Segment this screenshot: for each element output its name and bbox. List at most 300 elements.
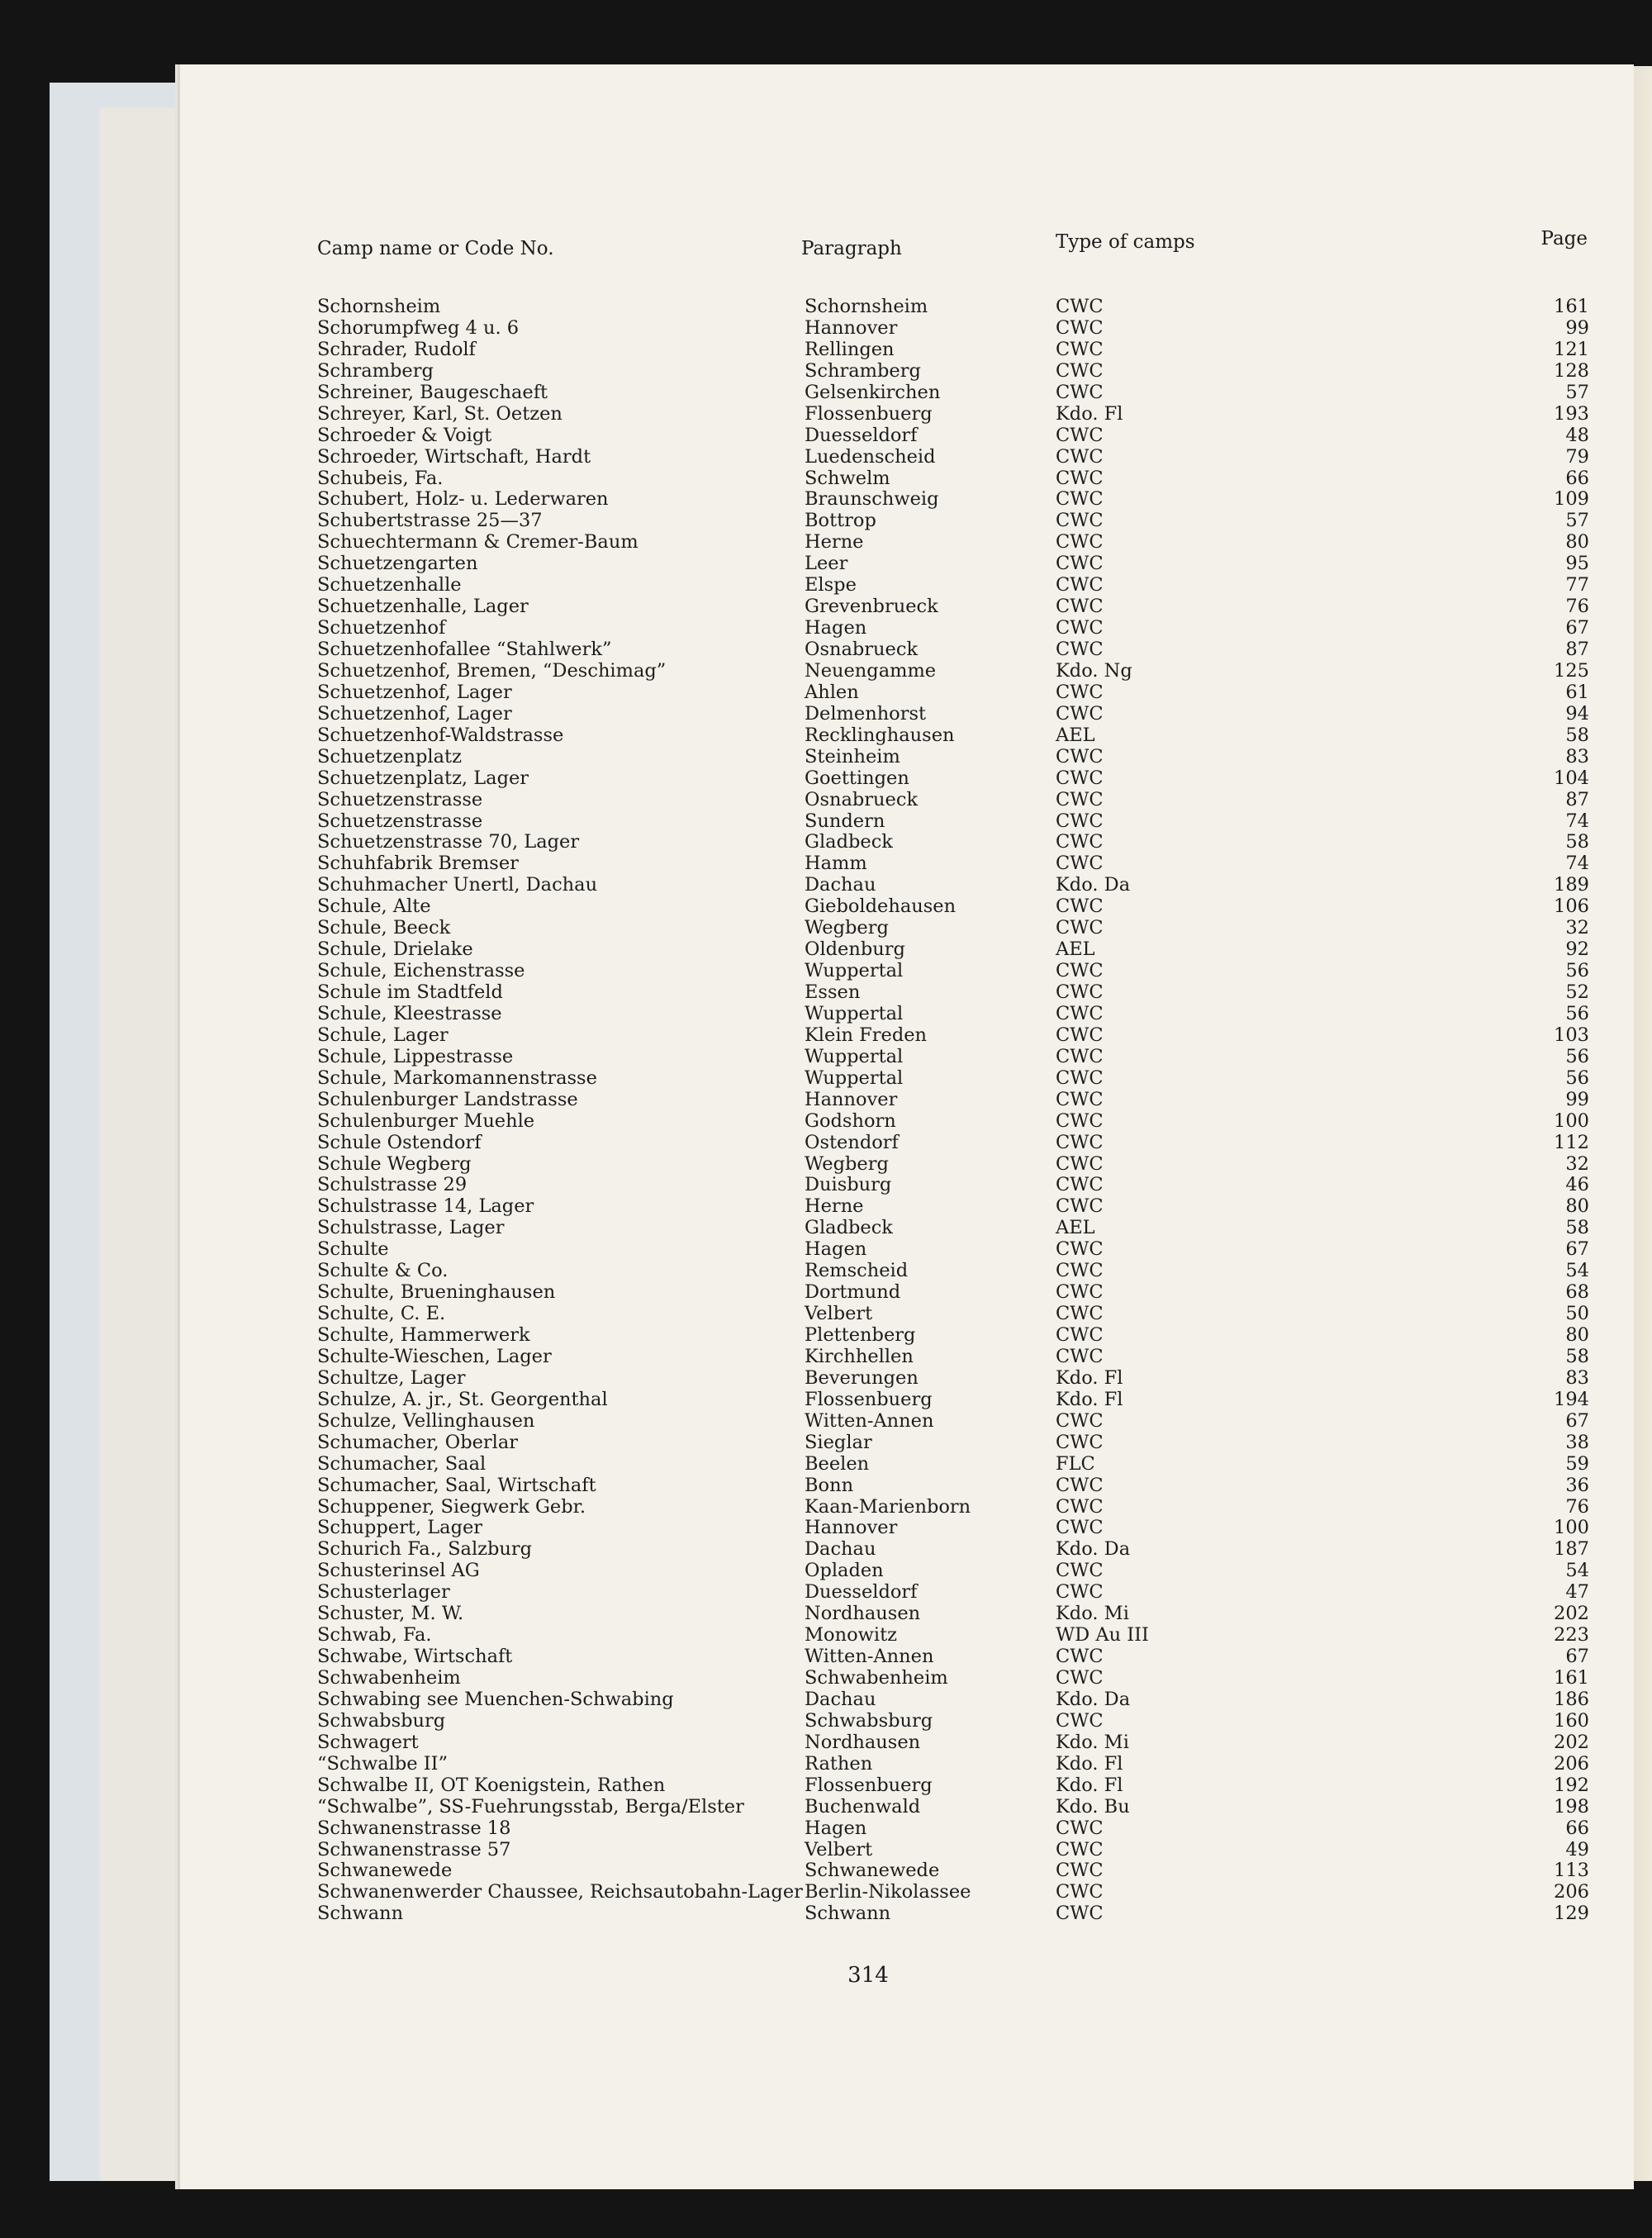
page-cell: 59 (1565, 1452, 1589, 1475)
paragraph-cell: Wuppertal (805, 1002, 904, 1024)
page-cell: 49 (1565, 1838, 1589, 1860)
table-row (180, 789, 1634, 810)
camp-name-cell: Schumacher, Oberlar (317, 1431, 519, 1453)
column-header-page: Page (1540, 228, 1588, 249)
camp-name-cell: Schuetzenhof, Lager (317, 681, 512, 703)
table-row (180, 1667, 1634, 1689)
camp-type-cell: CWC (1056, 853, 1104, 875)
camp-type-cell: CWC (1056, 488, 1104, 511)
paragraph-cell: Luedenscheid (805, 445, 936, 468)
page-cell: 76 (1565, 596, 1589, 618)
paragraph-cell: Rathen (805, 1752, 873, 1775)
camp-name-cell: Schule, Markomannenstrasse (317, 1067, 597, 1089)
camp-index-table (180, 296, 1634, 1924)
paragraph-cell: Kaan-Marienborn (805, 1495, 971, 1518)
paragraph-cell: Herne (805, 531, 864, 554)
table-row (180, 617, 1634, 639)
camp-name-cell: Schule, Kleestrasse (317, 1002, 502, 1024)
camp-type-cell: CWC (1056, 810, 1104, 832)
camp-type-cell: CWC (1056, 1517, 1104, 1539)
paragraph-cell: Hagen (805, 1817, 867, 1839)
camp-name-cell: Schwanenwerder Chaussee, Reichsautobahn-Lager (317, 1881, 803, 1903)
table-row (180, 468, 1634, 489)
page-cell: 99 (1565, 1088, 1589, 1110)
camp-name-cell: Schrader, Rudolf (317, 338, 476, 360)
page-cell: 61 (1565, 681, 1589, 703)
camp-type-cell: CWC (1056, 1195, 1104, 1218)
paragraph-cell: Opladen (805, 1560, 884, 1582)
camp-name-cell: Schulte, C. E. (317, 1303, 446, 1325)
page-cell: 186 (1554, 1688, 1589, 1710)
table-row (180, 660, 1634, 682)
table-row (180, 1046, 1634, 1067)
camp-name-cell: Schubert, Holz- u. Lederwaren (317, 488, 609, 511)
camp-name-cell: Schusterinsel AG (317, 1560, 480, 1582)
page-cell: 121 (1554, 338, 1589, 360)
camp-type-cell: CWC (1056, 1560, 1104, 1582)
camp-type-cell: CWC (1056, 338, 1104, 360)
paragraph-cell: Velbert (805, 1303, 873, 1325)
paragraph-cell: Hagen (805, 1238, 867, 1261)
page-cell: 187 (1554, 1538, 1589, 1561)
paragraph-cell: Beverungen (805, 1366, 919, 1389)
camp-name-cell: Schuppert, Lager (317, 1517, 483, 1539)
page-cell: 80 (1565, 1324, 1589, 1346)
camp-type-cell: CWC (1056, 553, 1104, 575)
page-cell: 67 (1565, 1409, 1589, 1432)
table-row (180, 1689, 1634, 1710)
table-row (180, 1410, 1634, 1432)
camp-name-cell: Schule, Alte (317, 896, 431, 918)
table-row (180, 1624, 1634, 1646)
paragraph-cell: Wuppertal (805, 1067, 904, 1089)
paragraph-cell: Herne (805, 1195, 864, 1218)
page-cell: 77 (1565, 574, 1589, 596)
page-cell: 67 (1565, 1646, 1589, 1668)
paragraph-cell: Witten-Annen (805, 1646, 934, 1668)
page-cell: 66 (1565, 1817, 1589, 1839)
page-footer (180, 1963, 1634, 1988)
page-cell: 202 (1554, 1603, 1589, 1625)
camp-type-cell: CWC (1056, 381, 1104, 403)
camp-name-cell: Schramberg (317, 359, 434, 382)
camp-type-cell: CWC (1056, 1431, 1104, 1453)
table-row (180, 639, 1634, 660)
camp-type-cell: CWC (1056, 702, 1104, 725)
page-cell: 50 (1565, 1303, 1589, 1325)
camp-type-cell: Kdo. Fl (1056, 1774, 1123, 1796)
table-row (180, 810, 1634, 832)
table-row (180, 317, 1634, 339)
table-row (180, 1217, 1634, 1238)
paragraph-cell: Beelen (805, 1452, 870, 1475)
paragraph-cell: Delmenhorst (805, 702, 927, 725)
page-cell: 46 (1565, 1174, 1589, 1196)
camp-type-cell: CWC (1056, 981, 1104, 1003)
camp-type-cell: Kdo. Fl (1056, 402, 1123, 425)
table-row (180, 1517, 1634, 1538)
page-cell: 128 (1554, 359, 1589, 382)
page-cell: 58 (1565, 1345, 1589, 1367)
page-cell: 56 (1565, 1002, 1589, 1024)
page-cell: 206 (1554, 1752, 1589, 1775)
camp-name-cell: Schwalbe II, OT Koenigstein, Rathen (317, 1774, 666, 1796)
table-row (180, 296, 1634, 317)
paragraph-cell: Hannover (805, 316, 898, 339)
camp-name-cell: Schuetzenplatz (317, 745, 462, 767)
paragraph-cell: Hannover (805, 1517, 898, 1539)
paragraph-cell: Hagen (805, 617, 867, 639)
camp-type-cell: CWC (1056, 316, 1104, 339)
camp-name-cell: Schreyer, Karl, St. Oetzen (317, 402, 563, 425)
camp-name-cell: “Schwalbe”, SS-Fuehrungsstab, Berga/Elster (317, 1795, 744, 1817)
page-cell: 56 (1565, 960, 1589, 982)
paragraph-cell: Essen (805, 981, 861, 1003)
table-row (180, 1132, 1634, 1153)
camp-name-cell: Schuetzenstrasse (317, 810, 483, 832)
paragraph-cell: Schwabenheim (805, 1667, 948, 1689)
table-row (180, 981, 1634, 1003)
table-row (180, 1089, 1634, 1110)
page-cell: 47 (1565, 1581, 1589, 1604)
table-row (180, 1817, 1634, 1839)
camp-type-cell: CWC (1056, 596, 1104, 618)
paragraph-cell: Oldenburg (805, 938, 905, 961)
camp-name-cell: Schwab, Fa. (317, 1624, 432, 1646)
table-row (180, 767, 1634, 789)
table-row (180, 960, 1634, 981)
camp-type-cell: CWC (1056, 1088, 1104, 1110)
camp-type-cell: CWC (1056, 1045, 1104, 1067)
table-header (180, 228, 1634, 268)
page-cell: 83 (1565, 1366, 1589, 1389)
camp-type-cell: CWC (1056, 1131, 1104, 1153)
table-row (180, 1003, 1634, 1024)
camp-type-cell: CWC (1056, 831, 1104, 853)
paragraph-cell: Ahlen (805, 681, 859, 703)
table-row (180, 1560, 1634, 1581)
paragraph-cell: Wegberg (805, 1152, 889, 1175)
paragraph-cell: Schwabsburg (805, 1709, 933, 1732)
paragraph-cell: Grevenbrueck (805, 596, 938, 618)
camp-name-cell: Schuhfabrik Bremser (317, 853, 519, 875)
table-row (180, 1881, 1634, 1903)
camp-name-cell: Schulze, A. jr., St. Georgenthal (317, 1388, 608, 1410)
page-cell: 58 (1565, 1217, 1589, 1239)
camp-name-cell: Schule im Stadtfeld (317, 981, 503, 1003)
paragraph-cell: Steinheim (805, 745, 900, 767)
table-row (180, 1796, 1634, 1817)
paragraph-cell: Rellingen (805, 338, 895, 360)
camp-name-cell: Schuetzenhofallee “Stahlwerk” (317, 639, 612, 660)
camp-type-cell: CWC (1056, 917, 1104, 939)
camp-type-cell: CWC (1056, 1174, 1104, 1196)
paragraph-cell: Schwann (805, 1903, 891, 1925)
camp-type-cell: CWC (1056, 359, 1104, 382)
camp-name-cell: Schuetzengarten (317, 553, 478, 575)
page-cell: 67 (1565, 617, 1589, 639)
table-row (180, 1153, 1634, 1175)
camp-name-cell: Schulte & Co. (317, 1260, 449, 1282)
paragraph-cell: Recklinghausen (805, 724, 955, 746)
camp-type-cell: Kdo. Da (1056, 1688, 1131, 1710)
page-cell: 189 (1554, 874, 1589, 896)
paragraph-cell: Goettingen (805, 767, 909, 789)
camp-name-cell: Schulstrasse, Lager (317, 1217, 505, 1239)
camp-name-cell: Schwabsburg (317, 1709, 446, 1732)
page-cell: 76 (1565, 1495, 1589, 1518)
camp-name-cell: Schumacher, Saal (317, 1452, 487, 1475)
page-cell: 57 (1565, 510, 1589, 532)
camp-type-cell: CWC (1056, 1152, 1104, 1175)
table-row (180, 1324, 1634, 1346)
page-cell: 129 (1554, 1903, 1589, 1925)
paragraph-cell: Wuppertal (805, 960, 904, 982)
camp-type-cell: CWC (1056, 1238, 1104, 1261)
camp-type-cell: CWC (1056, 1067, 1104, 1089)
camp-type-cell: CWC (1056, 1667, 1104, 1689)
camp-name-cell: Schusterlager (317, 1581, 450, 1604)
camp-type-cell: CWC (1056, 639, 1104, 660)
table-row (180, 1775, 1634, 1796)
camp-type-cell: CWC (1056, 1409, 1104, 1432)
camp-name-cell: Schuetzenhof, Bremen, “Deschimag” (317, 659, 667, 682)
table-row (180, 874, 1634, 896)
page-cell: 95 (1565, 553, 1589, 575)
paragraph-cell: Dachau (805, 1538, 876, 1561)
camp-name-cell: Schwanewede (317, 1860, 453, 1882)
camp-name-cell: Schuppener, Siegwerk Gebr. (317, 1495, 586, 1518)
table-row (180, 553, 1634, 574)
table-row (180, 360, 1634, 382)
page-cell: 38 (1565, 1431, 1589, 1453)
page-cell: 223 (1554, 1624, 1589, 1646)
camp-name-cell: Schuster, M. W. (317, 1603, 464, 1625)
paragraph-cell: Bottrop (805, 510, 876, 532)
camp-name-cell: Schwabenheim (317, 1667, 461, 1689)
table-row (180, 853, 1634, 874)
page-cell: 87 (1565, 788, 1589, 810)
camp-name-cell: Schulstrasse 29 (317, 1174, 468, 1196)
camp-type-cell: Kdo. Da (1056, 1538, 1131, 1561)
page-cell: 161 (1554, 296, 1589, 317)
page-cell: 206 (1554, 1881, 1589, 1903)
page-cell: 67 (1565, 1238, 1589, 1261)
paragraph-cell: Gieboldehausen (805, 896, 957, 918)
paragraph-cell: Dortmund (805, 1281, 901, 1304)
paragraph-cell: Wegberg (805, 917, 889, 939)
paragraph-cell: Remscheid (805, 1260, 909, 1282)
page-cell: 32 (1565, 1152, 1589, 1175)
camp-type-cell: CWC (1056, 1345, 1104, 1367)
camp-type-cell: Kdo. Mi (1056, 1731, 1129, 1753)
camp-name-cell: “Schwalbe II” (317, 1752, 449, 1775)
page-cell: 36 (1565, 1474, 1589, 1496)
paragraph-cell: Nordhausen (805, 1731, 921, 1753)
table-row (180, 1732, 1634, 1753)
camp-name-cell: Schuetzenhof, Lager (317, 702, 512, 725)
table-row (180, 831, 1634, 853)
paragraph-cell: Nordhausen (805, 1603, 921, 1625)
column-header-camp-name: Camp name or Code No. (317, 238, 554, 259)
paragraph-cell: Hannover (805, 1088, 898, 1110)
paragraph-cell: Dachau (805, 874, 876, 896)
table-row (180, 1839, 1634, 1860)
camp-type-cell: Kdo. Fl (1056, 1388, 1123, 1410)
table-row (180, 1281, 1634, 1303)
paragraph-cell: Hamm (805, 853, 867, 875)
table-row (180, 531, 1634, 553)
page-cell: 56 (1565, 1067, 1589, 1089)
table-row (180, 1646, 1634, 1667)
page-cell: 161 (1554, 1667, 1589, 1689)
camp-name-cell: Schule, Lager (317, 1024, 449, 1046)
paragraph-cell: Leer (805, 553, 848, 575)
page-cell: 192 (1554, 1774, 1589, 1796)
paragraph-cell: Flossenbuerg (805, 402, 933, 425)
camp-type-cell: CWC (1056, 960, 1104, 982)
column-header-type: Type of camps (1056, 231, 1195, 253)
camp-type-cell: AEL (1056, 938, 1095, 961)
page-cell: 112 (1554, 1131, 1589, 1153)
column-header-paragraph: Paragraph (801, 238, 902, 259)
paragraph-cell: Osnabrueck (805, 788, 919, 810)
page-cell: 66 (1565, 467, 1589, 489)
page-cell: 198 (1554, 1795, 1589, 1817)
table-row (180, 1903, 1634, 1924)
table-row (180, 1303, 1634, 1324)
camp-type-cell: CWC (1056, 896, 1104, 918)
paragraph-cell: Bonn (805, 1474, 854, 1496)
camp-name-cell: Schwanenstrasse 18 (317, 1817, 511, 1839)
camp-name-cell: Schuechtermann & Cremer-Baum (317, 531, 638, 554)
page-cell: 74 (1565, 853, 1589, 875)
table-row (180, 488, 1634, 510)
camp-name-cell: Schuetzenstrasse (317, 788, 483, 810)
table-row (180, 1260, 1634, 1281)
camp-type-cell: CWC (1056, 767, 1104, 789)
camp-type-cell: CWC (1056, 445, 1104, 468)
table-row (180, 1067, 1634, 1089)
camp-type-cell: FLC (1056, 1452, 1095, 1475)
camp-type-cell: AEL (1056, 724, 1095, 746)
page-cell: 100 (1554, 1109, 1589, 1132)
camp-name-cell: Schuhmacher Unertl, Dachau (317, 874, 598, 896)
table-row (180, 1453, 1634, 1475)
page-cell: 54 (1565, 1260, 1589, 1282)
page-cell: 79 (1565, 445, 1589, 468)
page-cell: 57 (1565, 381, 1589, 403)
camp-type-cell: CWC (1056, 745, 1104, 767)
camp-name-cell: Schwanenstrasse 57 (317, 1838, 511, 1860)
camp-name-cell: Schubertstrasse 25—37 (317, 510, 543, 532)
table-row (180, 510, 1634, 531)
paragraph-cell: Gladbeck (805, 831, 893, 853)
camp-name-cell: Schule, Lippestrasse (317, 1045, 514, 1067)
table-row (180, 339, 1634, 360)
camp-name-cell: Schule, Eichenstrasse (317, 960, 525, 982)
camp-type-cell: CWC (1056, 510, 1104, 532)
page-cell: 202 (1554, 1731, 1589, 1753)
page-cell: 56 (1565, 1045, 1589, 1067)
page-cell: 80 (1565, 1195, 1589, 1218)
camp-type-cell: AEL (1056, 1217, 1095, 1239)
paragraph-cell: Klein Freden (805, 1024, 928, 1046)
paragraph-cell: Buchenwald (805, 1795, 921, 1817)
paragraph-cell: Gelsenkirchen (805, 381, 941, 403)
table-row (180, 1110, 1634, 1132)
paragraph-cell: Gladbeck (805, 1217, 893, 1239)
camp-name-cell: Schuetzenplatz, Lager (317, 767, 529, 789)
table-row (180, 1367, 1634, 1389)
camp-type-cell: WD Au III (1056, 1624, 1149, 1646)
table-row (180, 1860, 1634, 1881)
camp-name-cell: Schuetzenstrasse 70, Lager (317, 831, 580, 853)
table-row (180, 596, 1634, 617)
camp-type-cell: CWC (1056, 1281, 1104, 1304)
camp-type-cell: CWC (1056, 1646, 1104, 1668)
page-number: 314 (847, 1963, 889, 1988)
camp-name-cell: Schroeder & Voigt (317, 424, 492, 446)
page-cell: 104 (1554, 767, 1589, 789)
camp-name-cell: Schuetzenhalle (317, 574, 462, 596)
page-cell: 58 (1565, 724, 1589, 746)
paragraph-cell: Osnabrueck (805, 639, 919, 660)
camp-type-cell: CWC (1056, 574, 1104, 596)
table-row (180, 1432, 1634, 1453)
camp-type-cell: CWC (1056, 296, 1104, 317)
table-row (180, 938, 1634, 960)
table-row (180, 1238, 1634, 1260)
page-cell: 193 (1554, 402, 1589, 425)
page-cell: 160 (1554, 1709, 1589, 1732)
camp-name-cell: Schule Wegberg (317, 1152, 472, 1175)
table-row (180, 1195, 1634, 1217)
page-cell: 83 (1565, 745, 1589, 767)
camp-name-cell: Schule, Drielake (317, 938, 473, 961)
table-row (180, 1710, 1634, 1732)
camp-name-cell: Schubeis, Fa. (317, 467, 444, 489)
camp-type-cell: Kdo. Da (1056, 874, 1131, 896)
table-row (180, 1753, 1634, 1775)
camp-name-cell: Schulstrasse 14, Lager (317, 1195, 534, 1218)
paragraph-cell: Duisburg (805, 1174, 892, 1196)
table-row (180, 1389, 1634, 1410)
page-cell: 58 (1565, 831, 1589, 853)
table-row (180, 403, 1634, 425)
page-cell: 106 (1554, 896, 1589, 918)
page-cell: 52 (1565, 981, 1589, 1003)
page-cell: 68 (1565, 1281, 1589, 1304)
camp-name-cell: Schroeder, Wirtschaft, Hardt (317, 445, 591, 468)
page-cell: 99 (1565, 316, 1589, 339)
camp-name-cell: Schuetzenhof (317, 617, 446, 639)
page-cell: 100 (1554, 1517, 1589, 1539)
page-cell: 194 (1554, 1388, 1589, 1410)
table-row (180, 725, 1634, 746)
paragraph-cell: Witten-Annen (805, 1409, 934, 1432)
table-row (180, 1538, 1634, 1560)
page-cell: 125 (1554, 659, 1589, 682)
paragraph-cell: Duesseldorf (805, 424, 918, 446)
camp-type-cell: Kdo. Ng (1056, 659, 1132, 682)
paragraph-cell: Braunschweig (805, 488, 939, 511)
camp-type-cell: CWC (1056, 1495, 1104, 1518)
camp-type-cell: CWC (1056, 1817, 1104, 1839)
camp-name-cell: Schornsheim (317, 296, 441, 317)
table-row (180, 1581, 1634, 1603)
camp-name-cell: Schumacher, Saal, Wirtschaft (317, 1474, 596, 1496)
